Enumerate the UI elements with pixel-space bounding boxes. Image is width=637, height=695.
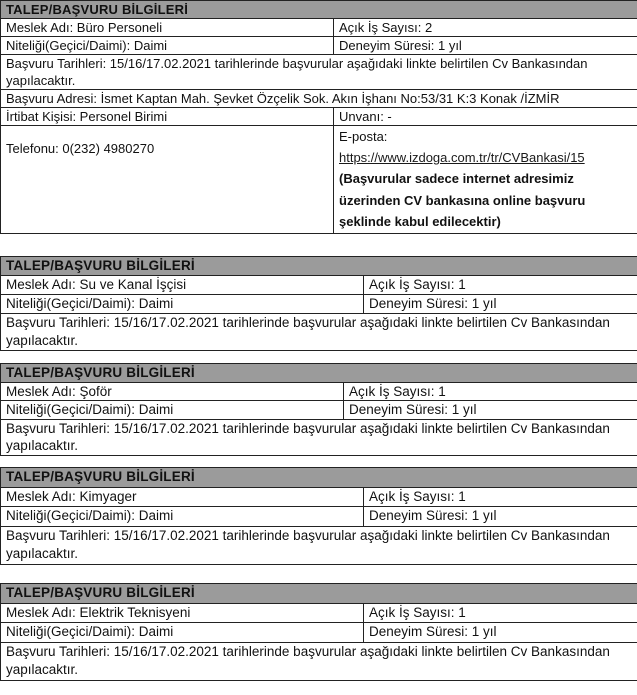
application-dates: Başvuru Tarihleri: 15/16/17.02.2021 tarihlerinde başvurular aşağıdaki linkte belirtilen Cv Bankasından yapılacaktır. bbox=[1, 526, 637, 564]
listing-section-1 bbox=[0, 0, 637, 234]
employment-type: Niteliği(Geçici/Daimi): Daimi bbox=[1, 401, 344, 420]
section-header: TALEP/BAŞVURU BİLGİLERİ bbox=[1, 364, 637, 383]
application-dates: Başvuru Tarihleri: 15/16/17.02.2021 tarihlerinde başvurular aşağıdaki linkte belirtilen Cv Bankasından yapılacaktır. bbox=[1, 642, 637, 680]
section-header: TALEP/BAŞVURU BİLGİLERİ bbox=[1, 1, 637, 19]
occupation-name: Meslek Adı: Su ve Kanal İşçisi bbox=[1, 276, 364, 295]
application-address: Başvuru Adresi: İsmet Kaptan Mah. Şevket Özçelik Sok. Akın İşhanı No:53/31 K:3 Konak /İZMİR bbox=[1, 90, 637, 108]
experience-duration: Deneyim Süresi: 1 yıl bbox=[364, 507, 637, 527]
open-positions: Açık İş Sayısı: 1 bbox=[344, 382, 637, 401]
section-header: TALEP/BAŞVURU BİLGİLERİ bbox=[1, 468, 637, 488]
listing-section-2 bbox=[0, 256, 637, 351]
listing-section-4 bbox=[0, 467, 637, 565]
listing-section-5 bbox=[0, 583, 637, 681]
employment-type: Niteliği(Geçici/Daimi): Daimi bbox=[1, 295, 364, 314]
application-note: (Başvurular sadece internet adresimiz üzerinden CV bankasına online başvuru şeklinde kabul edilecektir) bbox=[339, 171, 586, 229]
employment-type: Niteliği(Geçici/Daimi): Daimi bbox=[1, 507, 364, 527]
section-header: TALEP/BAŞVURU BİLGİLERİ bbox=[1, 584, 637, 604]
experience-duration: Deneyim Süresi: 1 yıl bbox=[344, 401, 637, 420]
email-label: E-posta: bbox=[339, 129, 388, 144]
open-positions: Açık İş Sayısı: 1 bbox=[364, 276, 637, 295]
open-positions: Açık İş Sayısı: 1 bbox=[364, 487, 637, 507]
open-positions: Açık İş Sayısı: 1 bbox=[364, 603, 637, 623]
cv-bank-link[interactable]: https://www.izdoga.com.tr/tr/CVBankasi/15 bbox=[339, 150, 585, 165]
phone-number: Telefonu: 0(232) 4980270 bbox=[1, 126, 334, 234]
experience-duration: Deneyim Süresi: 1 yıl bbox=[334, 37, 637, 55]
employment-type: Niteliği(Geçici/Daimi): Daimi bbox=[1, 37, 334, 55]
occupation-name: Meslek Adı: Kimyager bbox=[1, 487, 364, 507]
employment-type: Niteliği(Geçici/Daimi): Daimi bbox=[1, 623, 364, 643]
section-header: TALEP/BAŞVURU BİLGİLERİ bbox=[1, 257, 637, 276]
contact-person: İrtibat Kişisi: Personel Birimi bbox=[1, 108, 334, 126]
open-positions: Açık İş Sayısı: 2 bbox=[334, 19, 637, 37]
occupation-name: Meslek Adı: Büro Personeli bbox=[1, 19, 334, 37]
occupation-name: Meslek Adı: Elektrik Teknisyeni bbox=[1, 603, 364, 623]
application-dates: Başvuru Tarihleri: 15/16/17.02.2021 tarihlerinde başvurular aşağıdaki linkte belirtilen Cv Bankasından yapılacaktır. bbox=[1, 314, 637, 351]
application-dates: Başvuru Tarihleri: 15/16/17.02.2021 tarihlerinde başvurular aşağıdaki linkte belirtilen Cv Bankasından yapılacaktır. bbox=[1, 55, 637, 90]
occupation-name: Meslek Adı: Şoför bbox=[1, 382, 344, 401]
listing-section-3 bbox=[0, 363, 637, 456]
experience-duration: Deneyim Süresi: 1 yıl bbox=[364, 623, 637, 643]
email-cell bbox=[334, 126, 637, 234]
experience-duration: Deneyim Süresi: 1 yıl bbox=[364, 295, 637, 314]
application-dates: Başvuru Tarihleri: 15/16/17.02.2021 tarihlerinde başvurular aşağıdaki linkte belirtilen Cv Bankasından yapılacaktır. bbox=[1, 419, 637, 455]
contact-title: Unvanı: - bbox=[334, 108, 637, 126]
